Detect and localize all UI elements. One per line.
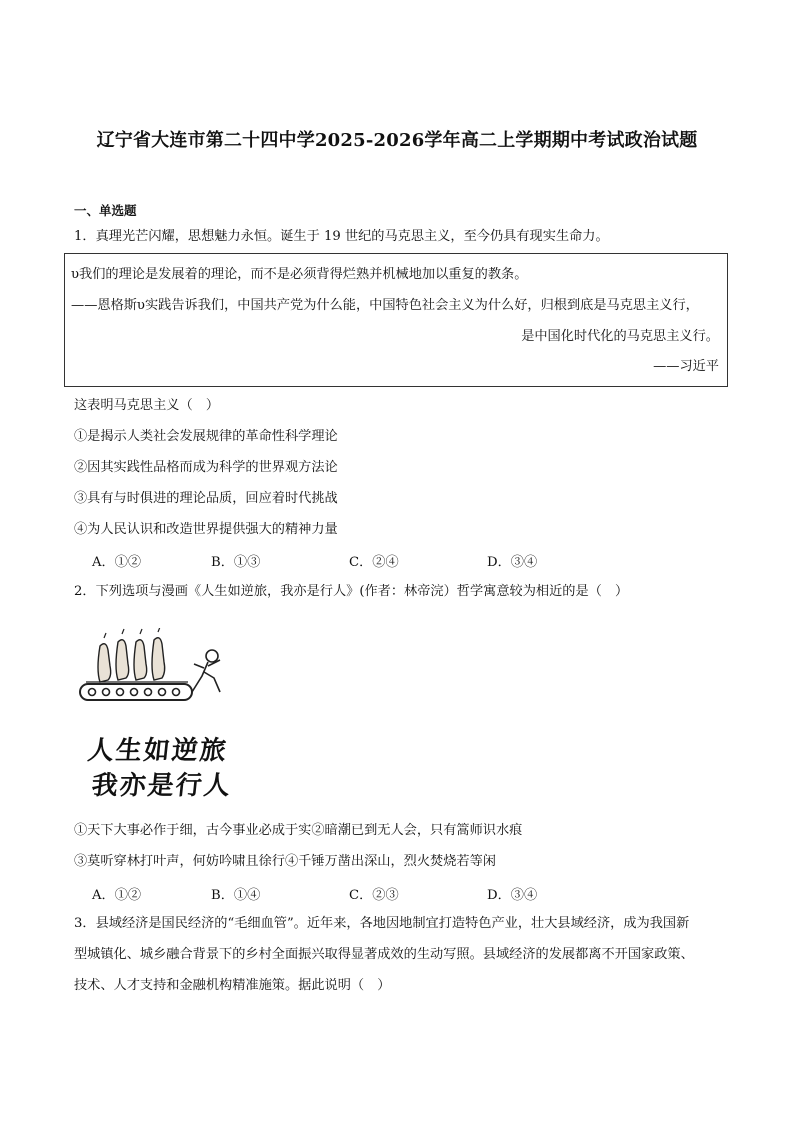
q1-item: ④为人民认识和改造世界提供强大的精神力量 — [74, 522, 338, 537]
q1-quote-line: ——恩格斯υ实践告诉我们，中国共产党为什么能，中国特色社会主义为什么好，归根到底是马克思主义行， — [71, 298, 699, 313]
q1-stem: 1．真理光芒闪耀，思想魅力永恒。诞生于 19 世纪的马克思主义，至今仍具有现实生命力。 — [74, 229, 609, 244]
cartoon-illustration — [76, 628, 236, 710]
q1-options — [0, 551, 794, 571]
q1-option-d[interactable]: D．③④ — [487, 555, 538, 570]
q2-option-c[interactable]: C．②③ — [349, 888, 399, 903]
q3-line: 3．县域经济是国民经济的“毛细血管”。近年来，各地因地制宜打造特色产业，壮大县域经济，成为我国新 — [74, 916, 690, 931]
q2-item: ①天下大事必作于细，古今事业必成于实②暗潮已到无人会，只有篙师识水痕 — [74, 823, 523, 838]
cartoon-caption-line: 我亦是行人 — [90, 771, 234, 801]
q1-quote-attribution: ——习近平 — [653, 359, 719, 374]
q1-quote-line: 是中国化时代化的马克思主义行。 — [521, 329, 719, 344]
q1-option-c[interactable]: C．②④ — [349, 555, 399, 570]
page-title: 辽宁省大连市第二十四中学2025-2026学年高二上学期期中考试政治试题 — [96, 130, 698, 151]
q1-option-b[interactable]: B．①③ — [211, 555, 261, 570]
q1-quote-line: υ我们的理论是发展着的理论，而不是必须背得烂熟并机械地加以重复的教条。 — [71, 267, 528, 282]
q2-item: ③莫听穿林打叶声，何妨吟啸且徐行④千锤万凿出深山，烈火焚烧若等闲 — [74, 854, 496, 869]
q2-stem: 2．下列选项与漫画《人生如逆旅，我亦是行人》(作者：林帝浣）哲学寓意较为相近的是（ ） — [74, 584, 629, 599]
q1-item: ③具有与时俱进的理论品质，回应着时代挑战 — [74, 491, 338, 506]
q2-option-a[interactable]: A．①② — [92, 888, 142, 903]
q1-item: ①是揭示人类社会发展规律的革命性科学理论 — [74, 429, 338, 444]
q1-prompt: 这表明马克思主义（ ） — [74, 398, 220, 413]
q2-option-b[interactable]: B．①④ — [211, 888, 261, 903]
q1-option-a[interactable]: A．①② — [92, 555, 142, 570]
q3-line: 技术、人才支持和金融机构精准施策。据此说明（ ） — [74, 978, 391, 993]
q1-quote-box — [64, 253, 728, 387]
q3-line: 型城镇化、城乡融合背景下的乡村全面振兴取得显著成效的生动写照。县域经济的发展都离不开国家政策、 — [74, 947, 694, 962]
cartoon-caption-line: 人生如逆旅 — [86, 736, 230, 766]
q1-item: ②因其实践性品格而成为科学的世界观方法论 — [74, 460, 338, 475]
q2-options — [0, 884, 794, 904]
q2-option-d[interactable]: D．③④ — [487, 888, 538, 903]
section-heading: 一、单选题 — [74, 203, 137, 218]
